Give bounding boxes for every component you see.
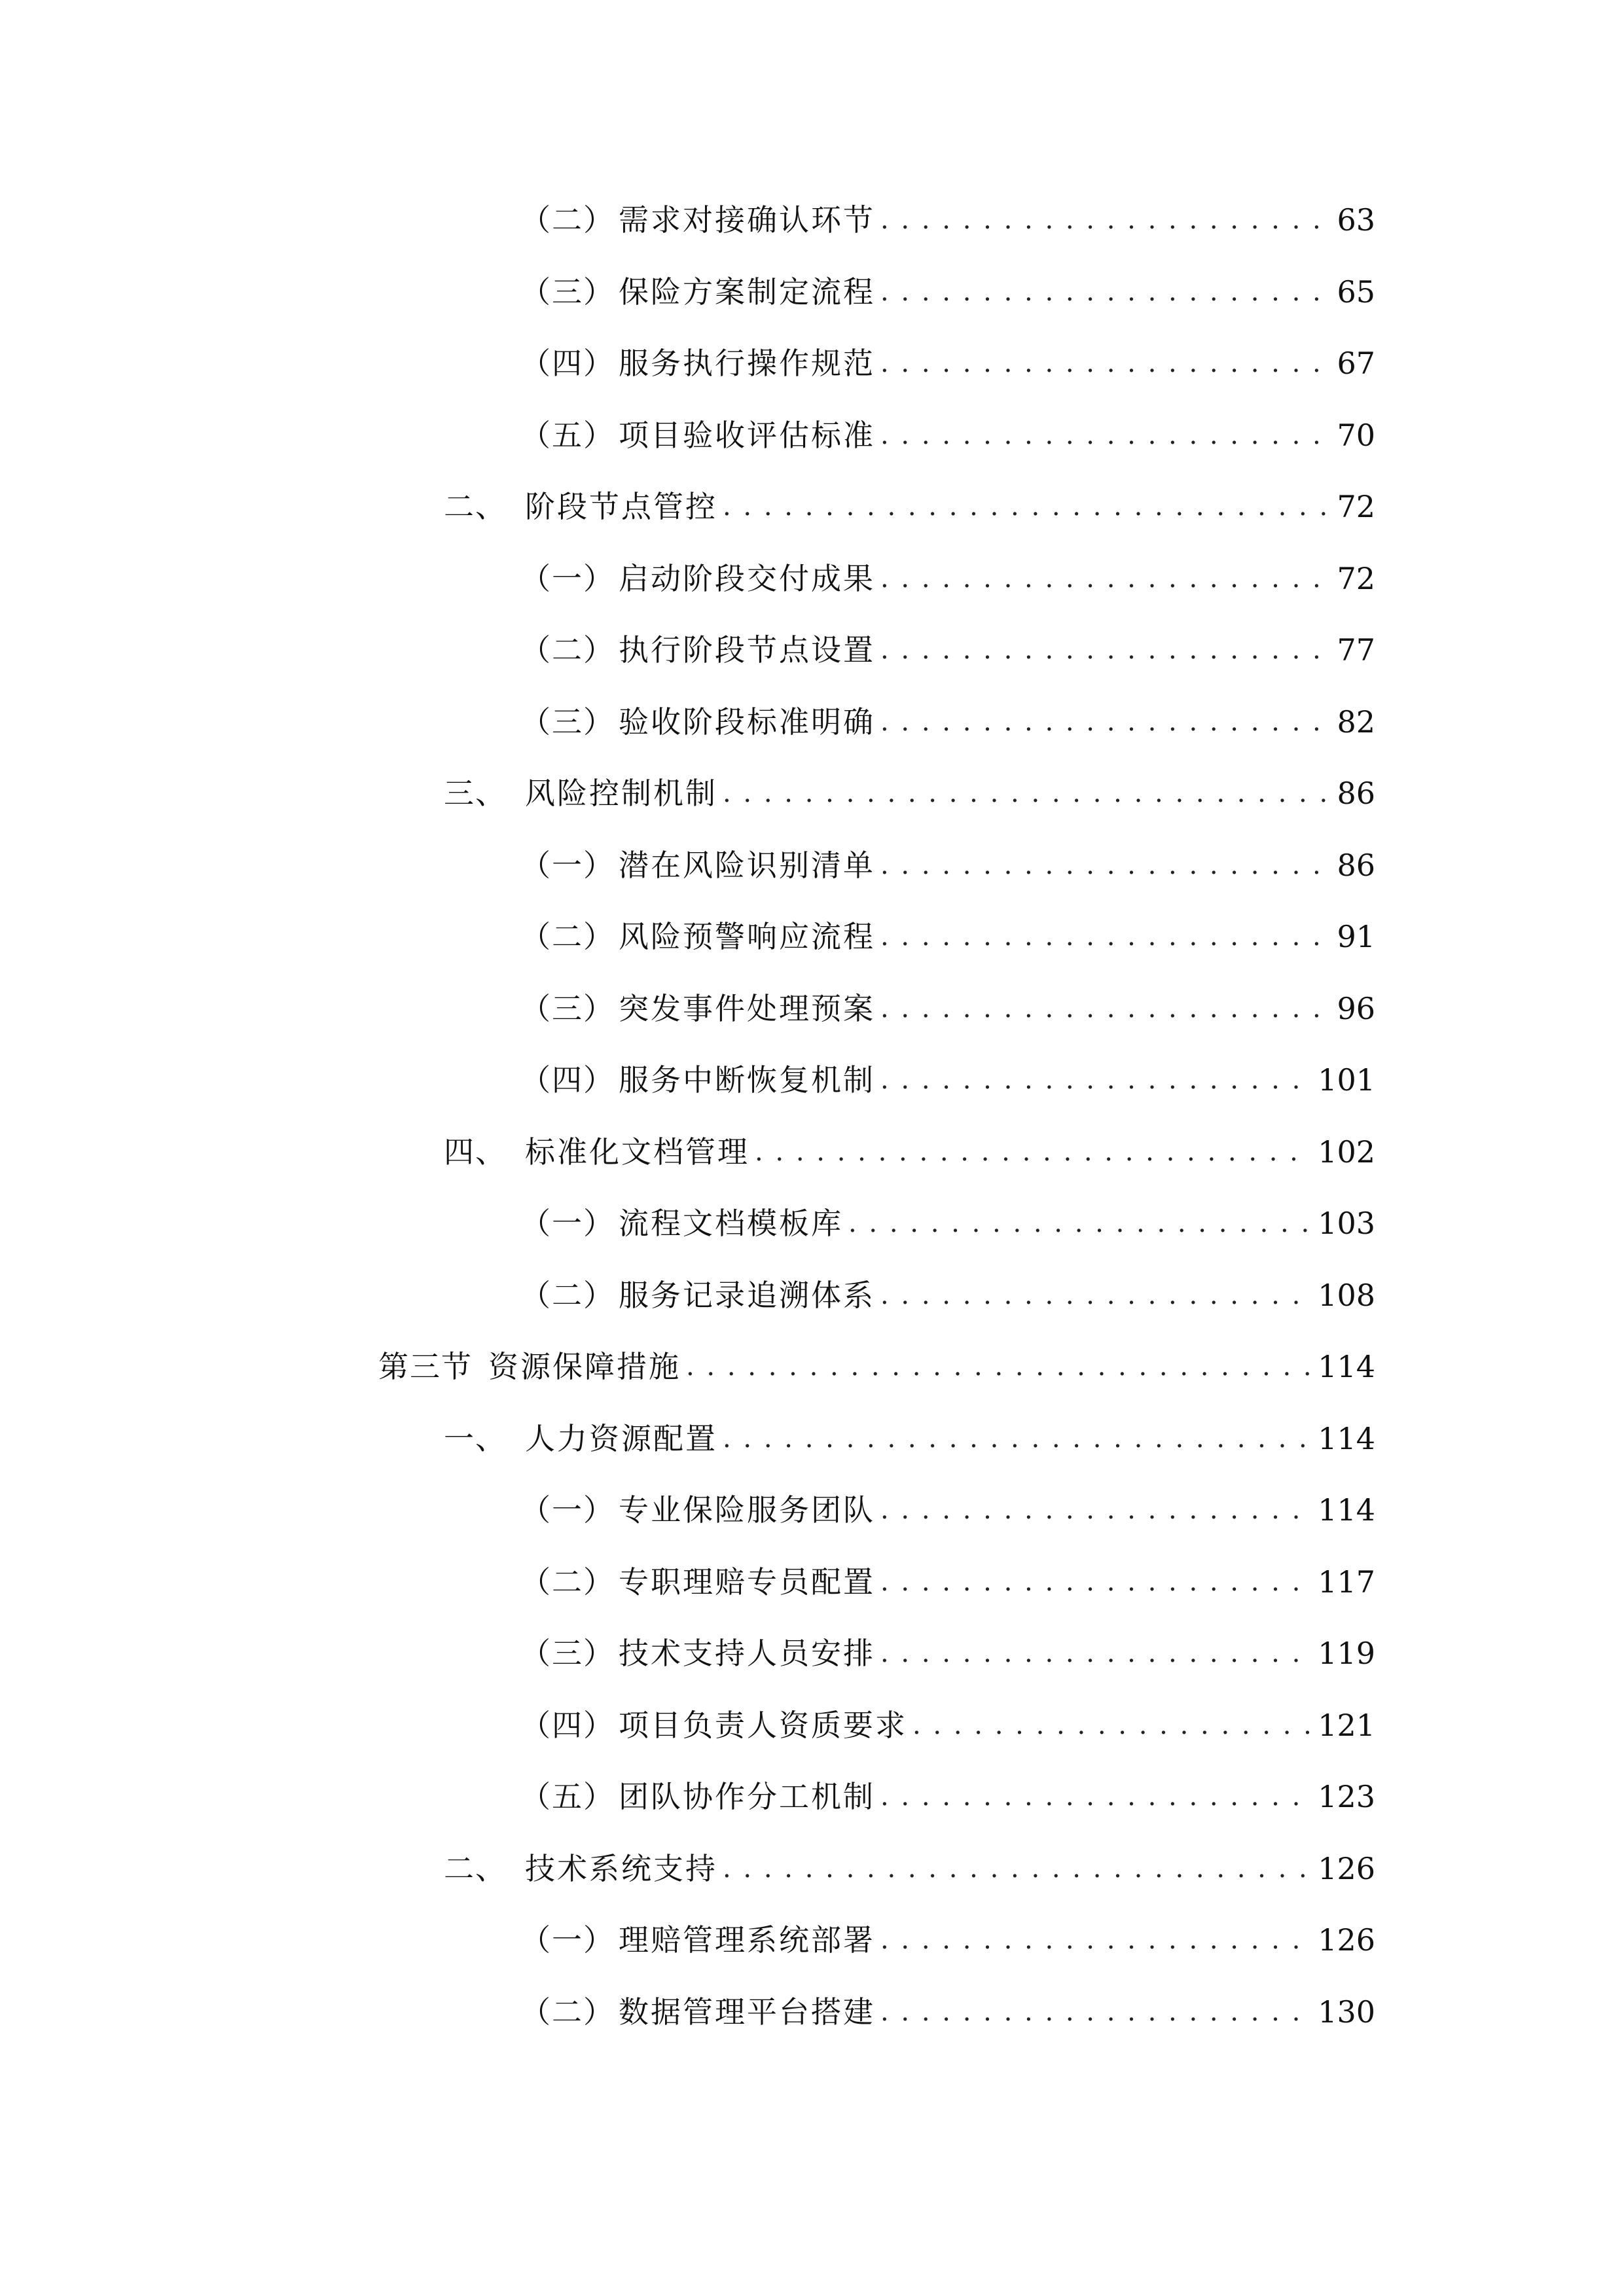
toc-entry-page: 123 xyxy=(1318,1779,1375,1814)
dot-leader xyxy=(880,910,1329,963)
toc-entry[interactable] xyxy=(520,1986,1375,2038)
toc-entry[interactable] xyxy=(444,1842,1375,1895)
toc-entry-number: （五） xyxy=(520,418,615,453)
toc-entry-number: （二） xyxy=(520,632,615,668)
toc-entry-number: （四） xyxy=(520,1062,615,1098)
toc-entry-number: （三） xyxy=(520,274,615,310)
toc-entry-number: 四、 xyxy=(444,1134,507,1170)
dot-leader xyxy=(880,1770,1311,1823)
toc-entry-page: 126 xyxy=(1318,1922,1375,1958)
toc-entry-page: 126 xyxy=(1318,1851,1375,1886)
toc-entry[interactable] xyxy=(378,1340,1375,1393)
toc-entry-page: 114 xyxy=(1318,1421,1375,1456)
dot-leader xyxy=(880,839,1329,891)
toc-entry-title: 执行阶段节点设置 xyxy=(619,632,875,668)
dot-leader xyxy=(755,1126,1311,1178)
toc-entry-page: 103 xyxy=(1318,1206,1375,1241)
toc-entry-title: 数据管理平台搭建 xyxy=(619,1994,875,2030)
toc-entry-number: （三） xyxy=(520,704,615,740)
toc-entry-page: 70 xyxy=(1337,418,1375,453)
dot-leader xyxy=(880,1484,1311,1536)
dot-leader xyxy=(880,194,1329,246)
toc-entry-title: 专业保险服务团队 xyxy=(619,1492,875,1528)
toc-entry-page: 101 xyxy=(1318,1062,1375,1098)
toc-entry-number: 第三节 xyxy=(378,1349,473,1384)
dot-leader xyxy=(880,624,1329,676)
toc-entry-number: （二） xyxy=(520,919,615,954)
toc-entry-page: 82 xyxy=(1337,704,1375,740)
dot-leader xyxy=(880,1054,1311,1106)
toc-entry-number: （二） xyxy=(520,1564,615,1600)
toc-entry-number: （四） xyxy=(520,1708,615,1743)
toc-entry-title: 潜在风险识别清单 xyxy=(619,848,875,883)
toc-entry-title: 保险方案制定流程 xyxy=(619,274,875,310)
toc-entry-title: 流程文档模板库 xyxy=(619,1206,843,1241)
toc-entry-title: 验收阶段标准明确 xyxy=(619,704,875,740)
toc-entry-page: 65 xyxy=(1337,274,1375,310)
dot-leader xyxy=(880,409,1329,461)
toc-entry-number: （三） xyxy=(520,991,615,1026)
toc-entry[interactable] xyxy=(520,1269,1375,1321)
toc-entry[interactable] xyxy=(520,1914,1375,1966)
toc-entry[interactable] xyxy=(444,480,1375,533)
dot-leader xyxy=(880,552,1329,605)
toc-entry-page: 63 xyxy=(1337,202,1375,238)
toc-entry[interactable] xyxy=(520,409,1375,461)
toc-entry-number: （一） xyxy=(520,1206,615,1241)
toc-entry-title: 团队协作分工机制 xyxy=(619,1779,875,1814)
toc-entry[interactable] xyxy=(520,552,1375,605)
toc-entry[interactable] xyxy=(520,1699,1375,1751)
toc-entry-number: （五） xyxy=(520,1779,615,1814)
toc-entry[interactable] xyxy=(520,839,1375,891)
toc-entry-number: （二） xyxy=(520,202,615,238)
toc-entry-number: （四） xyxy=(520,346,615,381)
toc-entry-number: （一） xyxy=(520,848,615,883)
toc-entry-title: 技术支持人员安排 xyxy=(619,1636,875,1671)
dot-leader xyxy=(880,337,1329,389)
dot-leader xyxy=(723,1842,1311,1895)
toc-entry[interactable] xyxy=(520,1197,1375,1249)
toc-entry-page: 102 xyxy=(1318,1134,1375,1170)
dot-leader xyxy=(880,696,1329,748)
toc-entry[interactable] xyxy=(520,1770,1375,1823)
toc-entry[interactable] xyxy=(520,1054,1375,1106)
dot-leader xyxy=(880,1914,1311,1966)
toc-entry-title: 项目验收评估标准 xyxy=(619,418,875,453)
toc-entry[interactable] xyxy=(520,696,1375,748)
toc-entry-title: 技术系统支持 xyxy=(525,1851,717,1886)
toc-entry-number: （一） xyxy=(520,561,615,596)
toc-entry[interactable] xyxy=(520,624,1375,676)
toc-entry-title: 人力资源配置 xyxy=(525,1421,717,1456)
toc-entry-title: 启动阶段交付成果 xyxy=(619,561,875,596)
toc-entry-number: （一） xyxy=(520,1922,615,1958)
toc-entry-number: 二、 xyxy=(444,1851,507,1886)
toc-entry[interactable] xyxy=(520,266,1375,318)
toc-entry-page: 67 xyxy=(1337,346,1375,381)
toc-entry[interactable] xyxy=(444,767,1375,819)
toc-entry-page: 130 xyxy=(1318,1994,1375,2030)
toc-entry-page: 77 xyxy=(1337,632,1375,668)
toc-entry-title: 风险预警响应流程 xyxy=(619,919,875,954)
toc-entry-number: （三） xyxy=(520,1636,615,1671)
toc-entry-title: 服务执行操作规范 xyxy=(619,346,875,381)
dot-leader xyxy=(686,1340,1311,1393)
toc-entry-title: 服务记录追溯体系 xyxy=(619,1278,875,1313)
toc-entry[interactable] xyxy=(520,1484,1375,1536)
dot-leader xyxy=(880,1269,1311,1321)
dot-leader xyxy=(723,1412,1311,1465)
dot-leader xyxy=(880,982,1329,1035)
toc-entry-page: 91 xyxy=(1337,919,1375,954)
dot-leader xyxy=(880,1627,1311,1679)
toc-entry-page: 72 xyxy=(1337,489,1375,524)
toc-entry-page: 121 xyxy=(1318,1708,1375,1743)
toc-entry-title: 资源保障措施 xyxy=(488,1349,681,1384)
toc-entry-title: 服务中断恢复机制 xyxy=(619,1062,875,1098)
dot-leader xyxy=(723,480,1329,533)
toc-entry[interactable] xyxy=(444,1126,1375,1178)
toc-entry[interactable] xyxy=(520,1556,1375,1608)
toc-entry-number: （二） xyxy=(520,1278,615,1313)
toc-entry-page: 114 xyxy=(1318,1492,1375,1528)
dot-leader xyxy=(848,1197,1311,1249)
toc-entry-number: 二、 xyxy=(444,489,507,524)
toc-entry-page: 119 xyxy=(1318,1636,1375,1671)
toc-entry[interactable] xyxy=(520,194,1375,246)
toc-entry[interactable] xyxy=(520,1627,1375,1679)
toc-entry-number: 一、 xyxy=(444,1421,507,1456)
toc-entry-title: 突发事件处理预案 xyxy=(619,991,875,1026)
dot-leader xyxy=(723,767,1329,819)
toc-entry-number: （一） xyxy=(520,1492,615,1528)
dot-leader xyxy=(880,1556,1311,1608)
toc-entry[interactable] xyxy=(520,982,1375,1035)
toc-entry-title: 标准化文档管理 xyxy=(525,1134,749,1170)
toc-entry-page: 86 xyxy=(1337,776,1375,811)
toc-entry-title: 需求对接确认环节 xyxy=(619,202,875,238)
toc-entry[interactable] xyxy=(520,337,1375,389)
toc-entry-title: 阶段节点管控 xyxy=(525,489,717,524)
toc-entry-page: 108 xyxy=(1318,1278,1375,1313)
toc-entry-title: 风险控制机制 xyxy=(525,776,717,811)
dot-leader xyxy=(912,1699,1311,1751)
toc-entry-page: 72 xyxy=(1337,561,1375,596)
toc-entry-page: 86 xyxy=(1337,848,1375,883)
dot-leader xyxy=(880,1986,1311,2038)
toc-entry-number: （二） xyxy=(520,1994,615,2030)
toc-entry-title: 项目负责人资质要求 xyxy=(619,1708,907,1743)
dot-leader xyxy=(880,266,1329,318)
toc-entry[interactable] xyxy=(520,910,1375,963)
toc-entry-page: 114 xyxy=(1318,1349,1375,1384)
toc-entry-title: 理赔管理系统部署 xyxy=(619,1922,875,1958)
toc-entry-title: 专职理赔专员配置 xyxy=(619,1564,875,1600)
toc-entry-page: 117 xyxy=(1318,1564,1375,1600)
toc-entry[interactable] xyxy=(444,1412,1375,1465)
toc-entry-page: 96 xyxy=(1337,991,1375,1026)
toc-entry-number: 三、 xyxy=(444,776,507,811)
